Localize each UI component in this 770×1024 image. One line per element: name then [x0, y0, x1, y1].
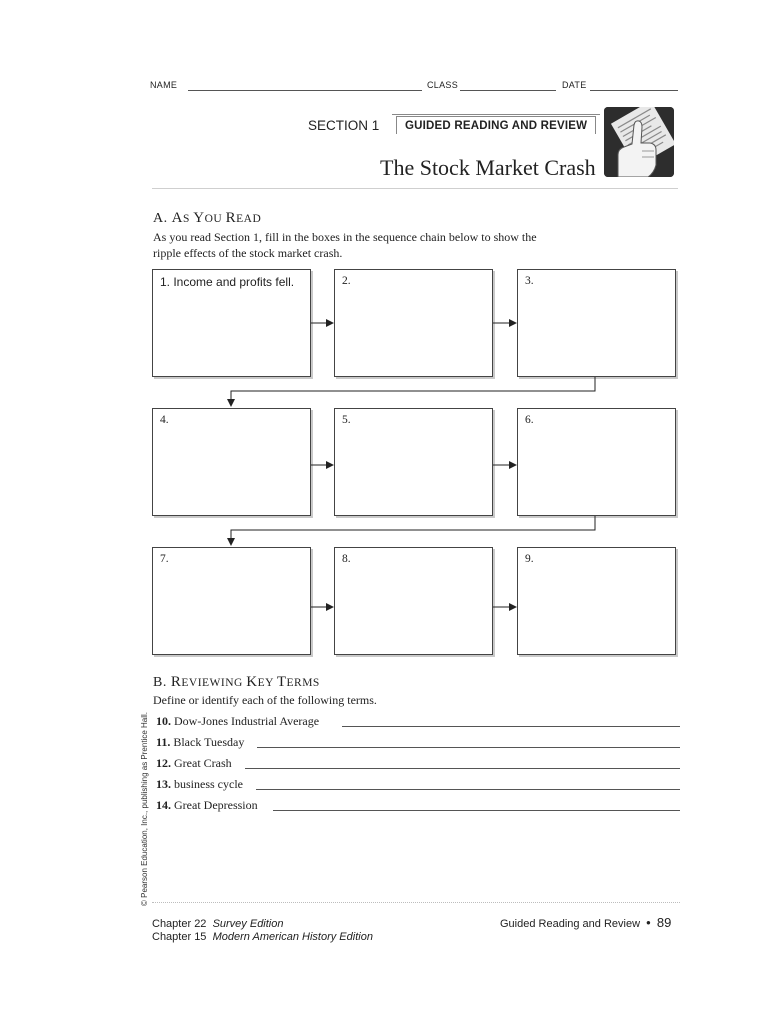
- footer-chapters: [152, 918, 373, 944]
- chapter-number: Chapter 15: [152, 931, 207, 943]
- footer-right-label: Guided Reading and Review: [500, 918, 641, 930]
- instruction-line: As you read Section 1, fill in the boxes in the sequence chain below to show the: [153, 230, 537, 244]
- term-number: 10.: [156, 714, 171, 728]
- date-label: DATE: [562, 80, 587, 90]
- heading-part: ERMS: [286, 677, 320, 689]
- footer-line-2: [152, 931, 373, 944]
- heading-part: K: [246, 674, 258, 690]
- section-label: SECTION 1: [308, 118, 380, 133]
- section-b-letter: B.: [153, 675, 167, 690]
- heading-part: R: [225, 210, 237, 226]
- heading-part: EAD: [236, 213, 262, 225]
- term-item: [156, 714, 319, 729]
- box-label: 6.: [525, 414, 534, 426]
- box-label: 5.: [342, 414, 351, 426]
- heading-part: EY: [257, 677, 277, 689]
- answer-line[interactable]: [342, 726, 680, 727]
- term-text: Great Crash: [174, 756, 232, 770]
- answer-line[interactable]: [273, 810, 680, 811]
- term-number: 14.: [156, 798, 171, 812]
- guided-reading-tab: GUIDED READING AND REVIEW: [396, 116, 596, 134]
- heading-part: S: [182, 213, 194, 225]
- box-label: 7.: [160, 553, 169, 565]
- name-label: NAME: [150, 80, 178, 90]
- class-label: CLASS: [427, 80, 459, 90]
- section-b-heading: [153, 674, 320, 691]
- answer-line[interactable]: [245, 768, 680, 769]
- term-text: business cycle: [174, 777, 243, 791]
- box-label: 1. Income and profits fell.: [160, 275, 295, 289]
- term-number: 13.: [156, 777, 171, 791]
- instruction-line: ripple effects of the stock market crash.: [153, 246, 343, 260]
- section-a-letter: A.: [153, 211, 168, 226]
- term-text: Great Depression: [174, 798, 258, 812]
- edition-name: Modern American History Edition: [212, 931, 373, 943]
- term-number: 12.: [156, 756, 171, 770]
- footer-right: [500, 916, 671, 931]
- page-number: 89: [656, 915, 672, 930]
- box-label: 9.: [525, 553, 534, 565]
- heading-part: Y: [193, 210, 205, 226]
- term-number: 11.: [156, 735, 171, 749]
- heading-part: OU: [204, 213, 226, 225]
- heading-part: R: [170, 674, 182, 690]
- footer-bullet: •: [646, 915, 651, 930]
- box-label: 2.: [342, 275, 351, 287]
- term-item: [156, 777, 243, 792]
- copyright-credit: © Pearson Education, Inc., publishing as Prentice Hall.: [140, 712, 149, 906]
- heading-part: A: [171, 210, 183, 226]
- page-title: The Stock Market Crash: [380, 155, 596, 180]
- section-b-instructions: Define or identify each of the following terms.: [153, 693, 377, 707]
- answer-line[interactable]: [257, 747, 680, 748]
- term-text: Dow-Jones Industrial Average: [174, 714, 320, 728]
- box-label: 4.: [160, 414, 169, 426]
- edition-name: Survey Edition: [212, 918, 284, 930]
- answer-line[interactable]: [256, 789, 680, 790]
- heading-part: T: [276, 674, 287, 690]
- box-label: 8.: [342, 553, 351, 565]
- term-text: Black Tuesday: [173, 735, 245, 749]
- term-item: [156, 735, 244, 750]
- term-item: [156, 756, 232, 771]
- chapter-number: Chapter 22: [152, 918, 207, 930]
- heading-part: EVIEWING: [181, 677, 247, 689]
- footer-line-1: [152, 918, 373, 931]
- footer-rule: [152, 902, 680, 903]
- box-label: 3.: [525, 275, 534, 287]
- term-item: [156, 798, 258, 813]
